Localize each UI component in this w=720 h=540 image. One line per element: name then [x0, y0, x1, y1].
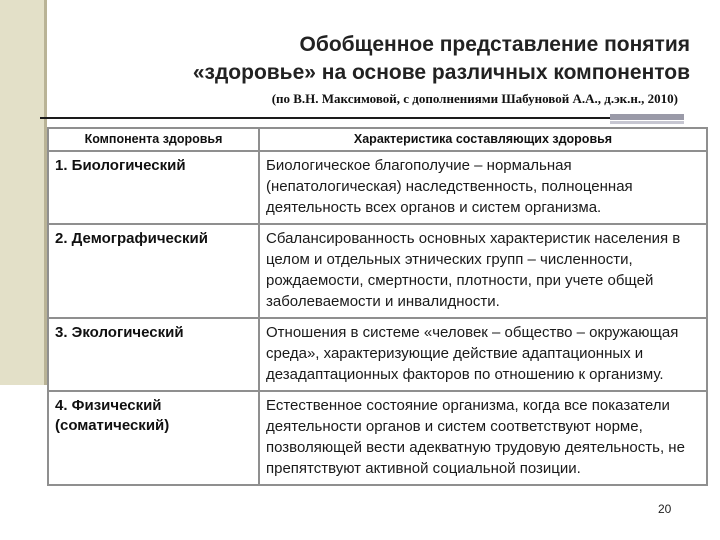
slide-title-line-2: «здоровье» на основе различных компонентов — [192, 61, 690, 84]
description-cell: Отношения в системе «человек – общество – окружающая среда», характеризующие действие адаптационных и дезадаптационных факторов по отношению к организму. — [259, 318, 707, 391]
slide-subtitle: (по В.Н. Максимовой, с дополнениями Шабуновой А.А., д.эк.н., 2010) — [271, 91, 678, 106]
component-cell: 3. Экологический — [48, 318, 259, 391]
health-components-table — [47, 127, 708, 486]
table-row — [48, 224, 707, 318]
accent-bar-light — [610, 121, 684, 124]
description-cell: Естественное состояние организма, когда все показатели деятельности органов и систем соответствуют норме, позволяющей вести адекватную трудовую деятельность, не препятствуют активной социальной позиции. — [259, 391, 707, 485]
component-cell: 1. Биологический — [48, 151, 259, 224]
page-number: 20 — [658, 502, 672, 516]
description-cell: Сбалансированность основных характеристик населения в целом и отдельных этнических групп – численности, рождаемости, смертности, плотности, при учете общей заболеваемости и инвалидности. — [259, 224, 707, 318]
table-row — [48, 318, 707, 391]
table-row — [48, 391, 707, 485]
title-divider — [40, 117, 610, 119]
description-cell: Биологическое благополучие – нормальная (непатологическая) наследственность, полноценная деятельность всех органов и систем организма. — [259, 151, 707, 224]
header-characteristic: Характеристика составляющих здоровья — [259, 128, 707, 151]
table-header-row — [48, 128, 707, 151]
table-row — [48, 151, 707, 224]
header-component: Компонента здоровья — [48, 128, 259, 151]
component-cell: 4. Физический (соматический) — [48, 391, 259, 485]
component-cell: 2. Демографический — [48, 224, 259, 318]
slide-title-line-1: Обобщенное представление понятия — [299, 33, 690, 56]
accent-bar — [610, 114, 684, 120]
decorative-side-panel — [0, 0, 44, 385]
